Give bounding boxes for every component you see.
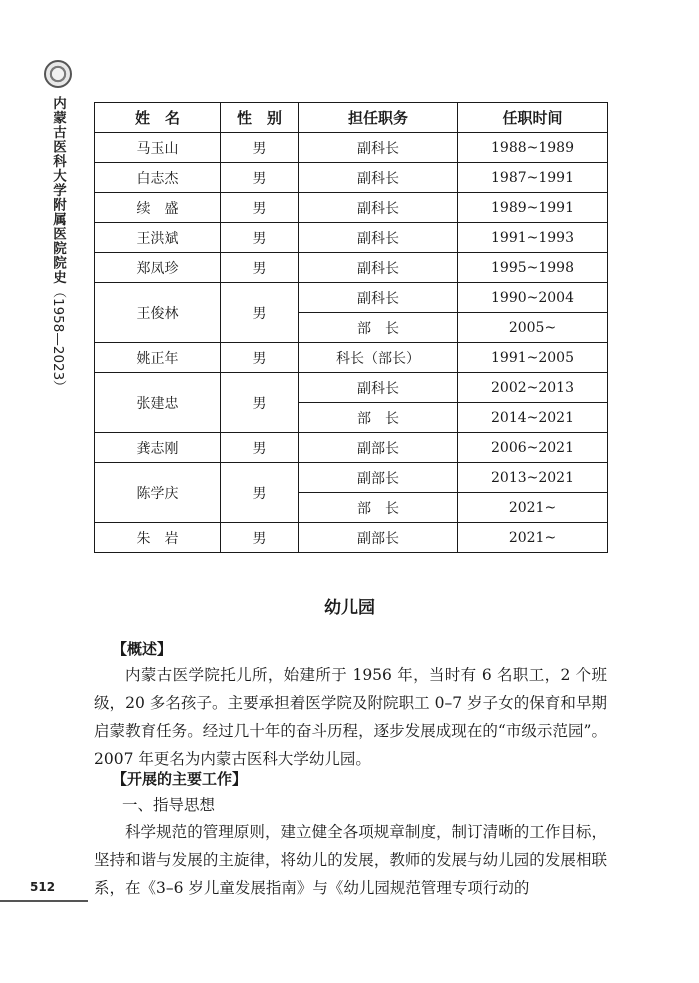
book-side-title <box>50 96 68 394</box>
cell-position: 部 长 <box>299 313 458 343</box>
header-period: 任职时间 <box>458 103 608 133</box>
cell-period: 1991~2005 <box>458 343 608 373</box>
cell-gender: 男 <box>221 163 299 193</box>
cell-period: 2013~2021 <box>458 463 608 493</box>
cell-gender: 男 <box>221 373 299 433</box>
cell-position: 副科长 <box>299 373 458 403</box>
cell-position: 副部长 <box>299 433 458 463</box>
cell-period: 2021~ <box>458 523 608 553</box>
cell-name: 白志杰 <box>95 163 221 193</box>
table-header-row <box>95 103 608 133</box>
cell-gender: 男 <box>221 253 299 283</box>
header-gender: 性 别 <box>221 103 299 133</box>
cell-gender: 男 <box>221 523 299 553</box>
cell-position: 部 长 <box>299 493 458 523</box>
page-number-rule <box>0 900 88 902</box>
cell-period: 1987~1991 <box>458 163 608 193</box>
cell-name: 王洪斌 <box>95 223 221 253</box>
cell-position: 科长（部长） <box>299 343 458 373</box>
cell-position: 副科长 <box>299 283 458 313</box>
cell-period: 1989~1991 <box>458 193 608 223</box>
cell-gender: 男 <box>221 343 299 373</box>
page-number: 512 <box>30 880 56 894</box>
cell-period: 1991~1993 <box>458 223 608 253</box>
cell-position: 部 长 <box>299 403 458 433</box>
cell-gender: 男 <box>221 283 299 343</box>
cell-name: 王俊林 <box>95 283 221 343</box>
cell-position: 副科长 <box>299 253 458 283</box>
cell-period: 2005~ <box>458 313 608 343</box>
table-body <box>95 133 608 553</box>
cell-gender: 男 <box>221 193 299 223</box>
cell-position: 副科长 <box>299 133 458 163</box>
table-row <box>95 253 608 283</box>
cell-name: 张建忠 <box>95 373 221 433</box>
cell-name: 陈学庆 <box>95 463 221 523</box>
cell-name: 朱 岩 <box>95 523 221 553</box>
cell-period: 2021~ <box>458 493 608 523</box>
overview-heading: 【概述】 <box>112 640 173 658</box>
side-title-text: 内蒙古医科大学附属医院院史 <box>50 96 66 285</box>
cell-position: 副科长 <box>299 223 458 253</box>
cell-position: 副科长 <box>299 193 458 223</box>
cell-name: 郑凤珍 <box>95 253 221 283</box>
cell-period: 1988~1989 <box>458 133 608 163</box>
table-row <box>95 193 608 223</box>
table-row <box>95 373 608 403</box>
section-title: 幼儿园 <box>324 598 375 618</box>
overview-paragraph: 内蒙古医学院托儿所，始建所于 1956 年，当时有 6 名职工，2 个班级，20 多名孩子。主要承担着医学院及附院职工 0–7 岁子女的保育和早期启蒙教育任务。经过几十年的奋斗历程，逐步发展成现在的“市级示范园”。2007 年更名为内蒙古医科大学幼儿园。 <box>94 666 607 768</box>
guiding-paragraph: 科学规范的管理原则，建立健全各项规章制度，制订清晰的工作目标，坚持和谐与发展的主旋律，将幼儿的发展，教师的发展与幼儿园的发展相联系，在《3–6 岁儿童发展指南》与《幼儿园规范管理专项行动的 <box>94 823 607 897</box>
header-position: 担任职务 <box>299 103 458 133</box>
guiding-subheading: 一、指导思想 <box>122 796 216 814</box>
cell-position: 副科长 <box>299 163 458 193</box>
cell-gender: 男 <box>221 223 299 253</box>
header-name: 姓 名 <box>95 103 221 133</box>
cell-period: 2014~2021 <box>458 403 608 433</box>
cell-name: 马玉山 <box>95 133 221 163</box>
cell-period: 1990~2004 <box>458 283 608 313</box>
cell-gender: 男 <box>221 433 299 463</box>
hospital-logo-icon <box>44 60 72 88</box>
cell-period: 2006~2021 <box>458 433 608 463</box>
cell-period: 2002~2013 <box>458 373 608 403</box>
work-heading: 【开展的主要工作】 <box>112 770 248 788</box>
table-row <box>95 163 608 193</box>
cell-name: 姚正年 <box>95 343 221 373</box>
cell-name: 续 盛 <box>95 193 221 223</box>
table-row <box>95 433 608 463</box>
table-row <box>95 343 608 373</box>
table-row <box>95 133 608 163</box>
table-row <box>95 283 608 313</box>
cell-gender: 男 <box>221 133 299 163</box>
table-row <box>95 463 608 493</box>
staff-table <box>94 102 608 553</box>
table-row <box>95 223 608 253</box>
cell-position: 副部长 <box>299 523 458 553</box>
cell-name: 龚志刚 <box>95 433 221 463</box>
cell-gender: 男 <box>221 463 299 523</box>
table-row <box>95 523 608 553</box>
side-title-years: （1958—2023） <box>50 284 66 394</box>
cell-position: 副部长 <box>299 463 458 493</box>
cell-period: 1995~1998 <box>458 253 608 283</box>
